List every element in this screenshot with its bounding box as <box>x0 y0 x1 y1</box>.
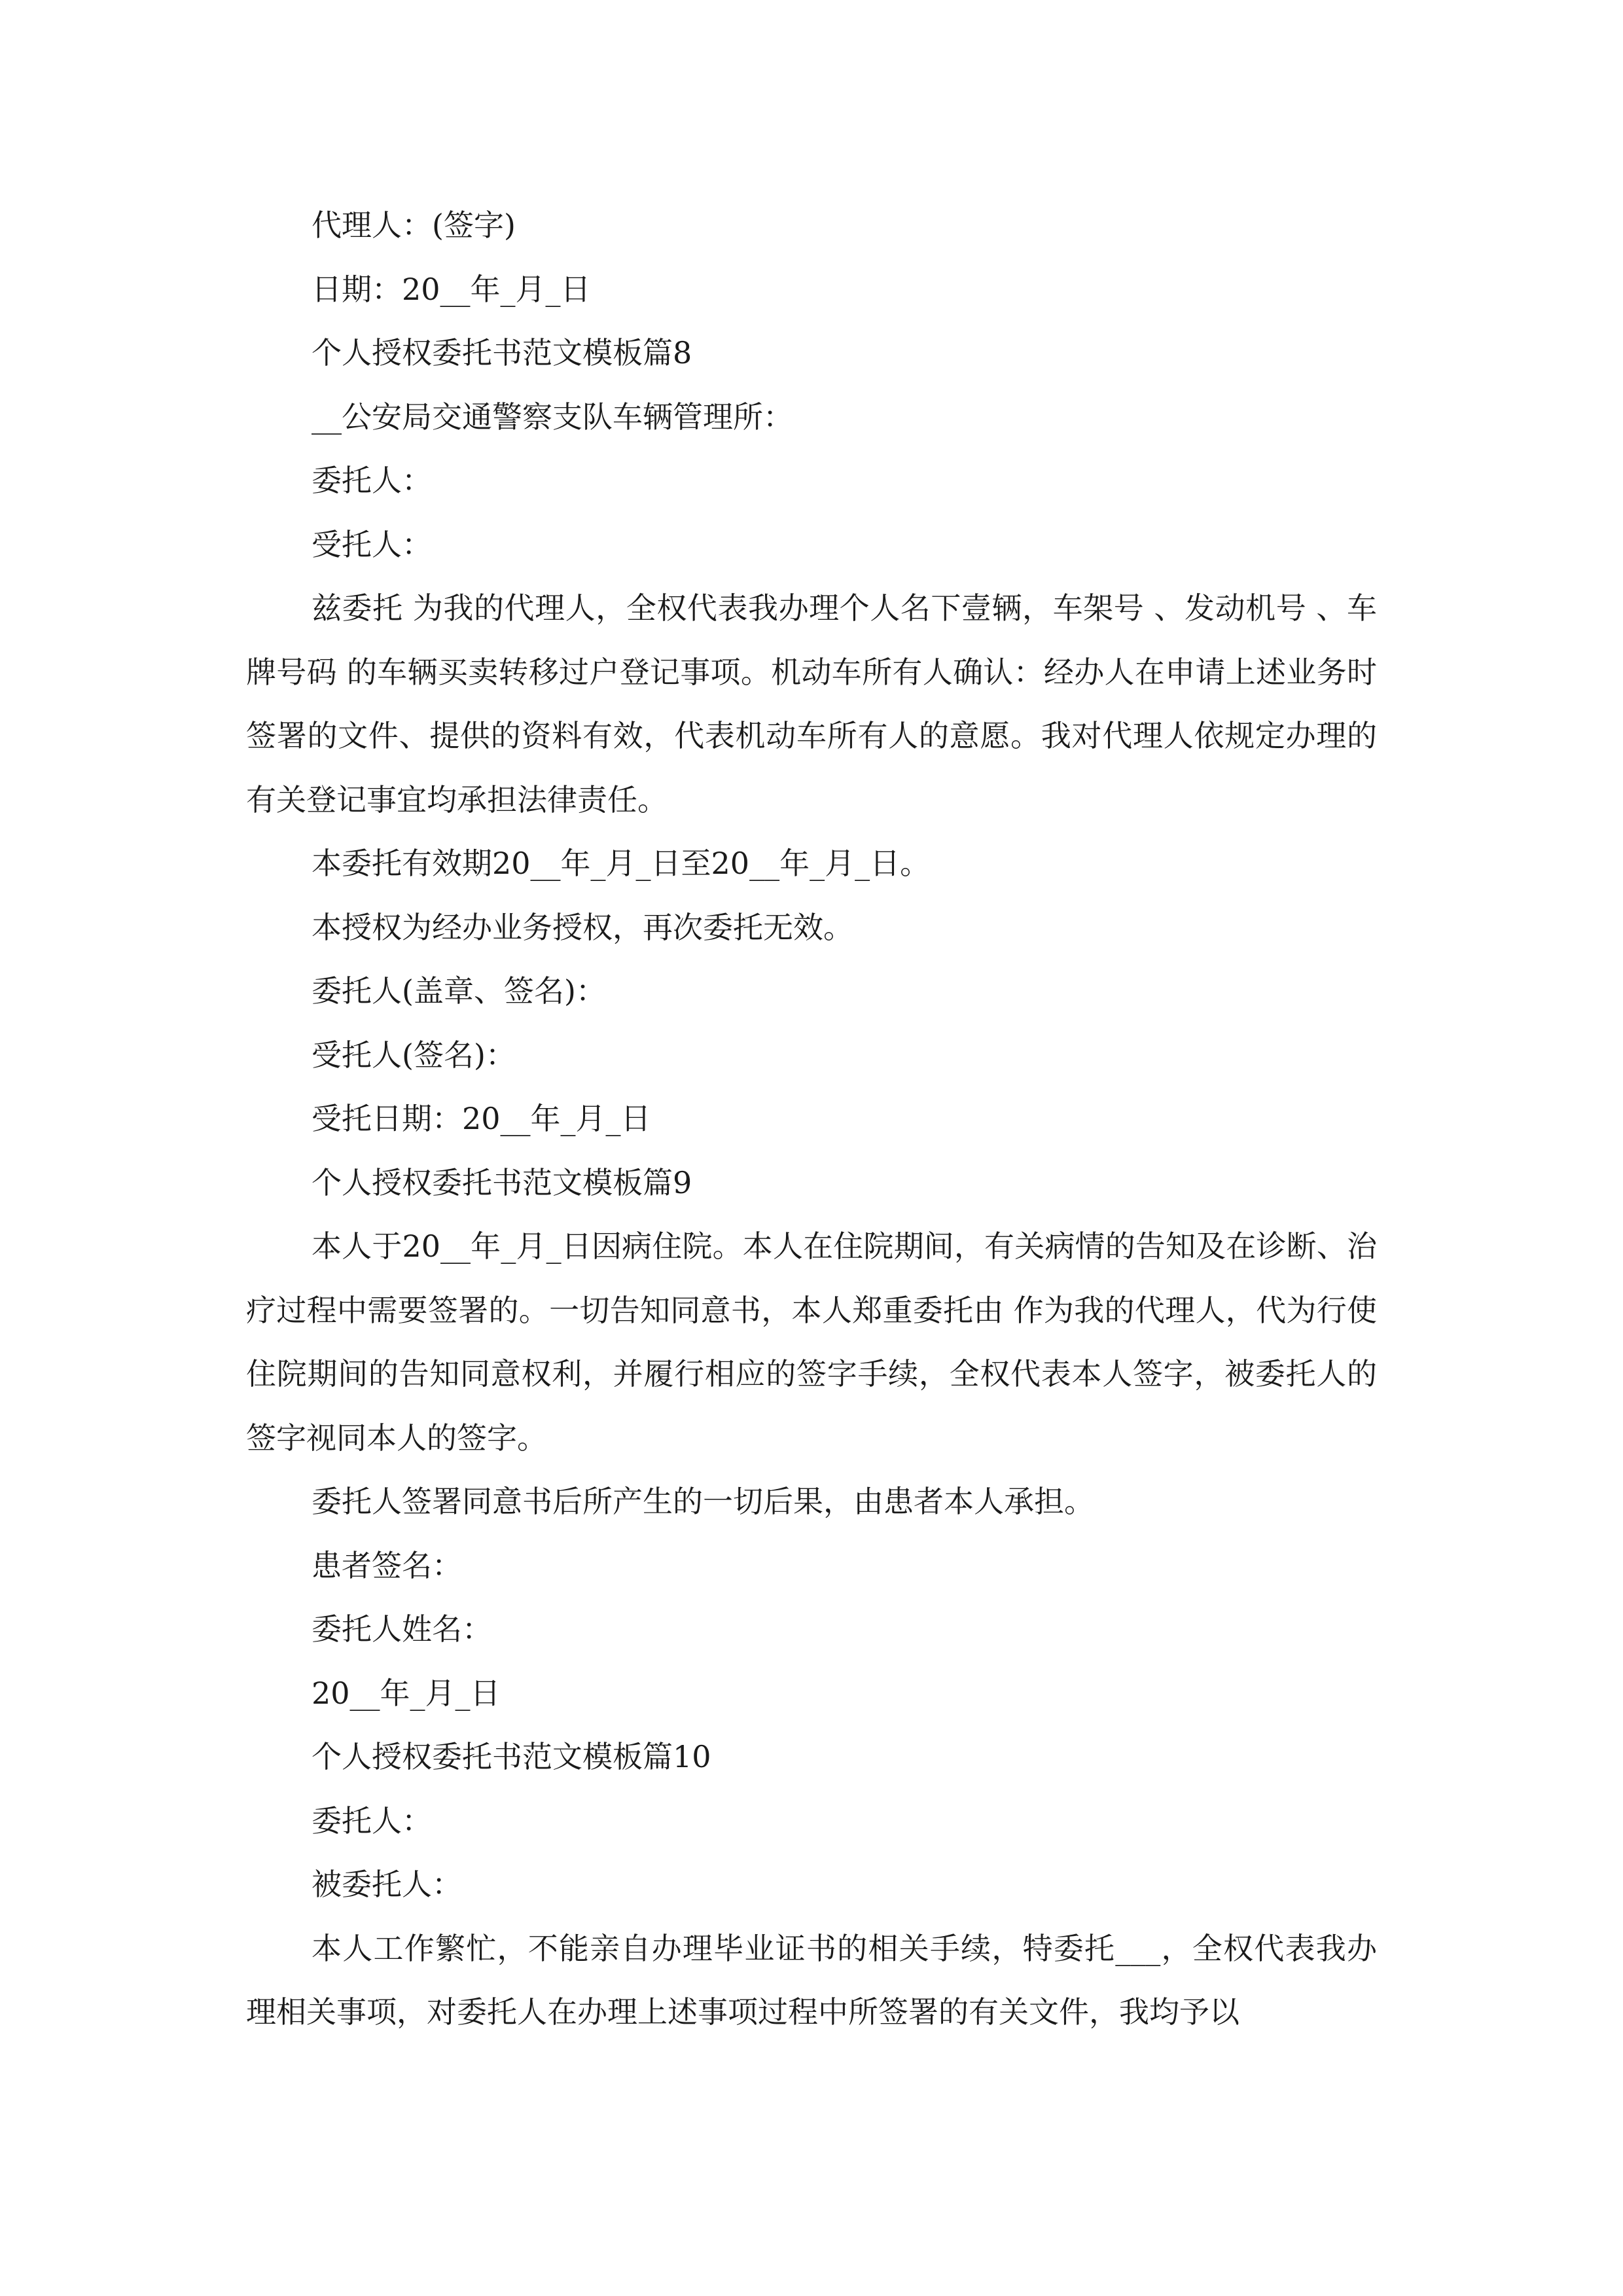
trustee-signature-line: 受托人(签名)： <box>312 1037 516 1073</box>
trust-date-line: 受托日期：20__年_月_日 <box>312 1101 651 1136</box>
section-title-9: 个人授权委托书范文模板篇9 <box>312 1164 692 1200</box>
validity-period-line: 本委托有效期20__年_月_日至20__年_月_日。 <box>312 846 931 881</box>
diploma-authorization-paragraph: 本人工作繁忙，不能亲自办理毕业证书的相关手续，特委托___，全权代表我办理相关事项，对委托人在办理上述事项过程中所签署的有关文件，我均予以 <box>246 1930 1377 2030</box>
principal-line: 委托人： <box>312 463 432 498</box>
hospital-consent-paragraph: 本人于20__年_月_日因病住院。本人在住院期间，有关病情的告知及在诊断、治疗过程中需要签署的。一切告知同意书，本人郑重委托由 作为我的代理人，代为行使住院期间的告知同意权利，并履行相应的签字手续，全权代表本人签字，被委托人的签字视同本人的签字。 <box>246 1229 1377 1456</box>
section-title-8: 个人授权委托书范文模板篇8 <box>312 335 692 370</box>
section-title-10: 个人授权委托书范文模板篇10 <box>312 1739 711 1774</box>
consent-date-line: 20__年_月_日 <box>312 1675 501 1711</box>
date-line: 日期：20__年_月_日 <box>312 271 591 307</box>
vehicle-transfer-paragraph: 兹委托 为我的代理人，全权代表我办理个人名下壹辆，车架号 、发动机号 、车牌号码 的车辆买卖转移过户登记事项。机动车所有人确认：经办人在申请上述业务时签署的文件、提供的资料有效，代表机动车所有人的意愿。我对代理人依规定办理的有关登记事宜均承担法律责任。 <box>246 590 1377 817</box>
patient-signature-line: 患者签名： <box>312 1547 462 1583</box>
authorization-scope-line: 本授权为经办业务授权，再次委托无效。 <box>312 909 853 945</box>
agent-signature-line: 代理人：(签字) <box>312 207 516 243</box>
principal-name-line: 委托人姓名： <box>312 1611 492 1647</box>
entrusted-line-10: 被委托人： <box>312 1867 462 1902</box>
principal-line-10: 委托人： <box>312 1803 432 1839</box>
principal-seal-line: 委托人(盖章、签名)： <box>312 973 606 1009</box>
trustee-line: 受托人： <box>312 526 432 562</box>
document-body <box>246 194 1377 2045</box>
addressee-line: __公安局交通警察支队车辆管理所： <box>312 399 793 435</box>
consequence-line: 委托人签署同意书后所产生的一切后果，由患者本人承担。 <box>312 1484 1094 1519</box>
